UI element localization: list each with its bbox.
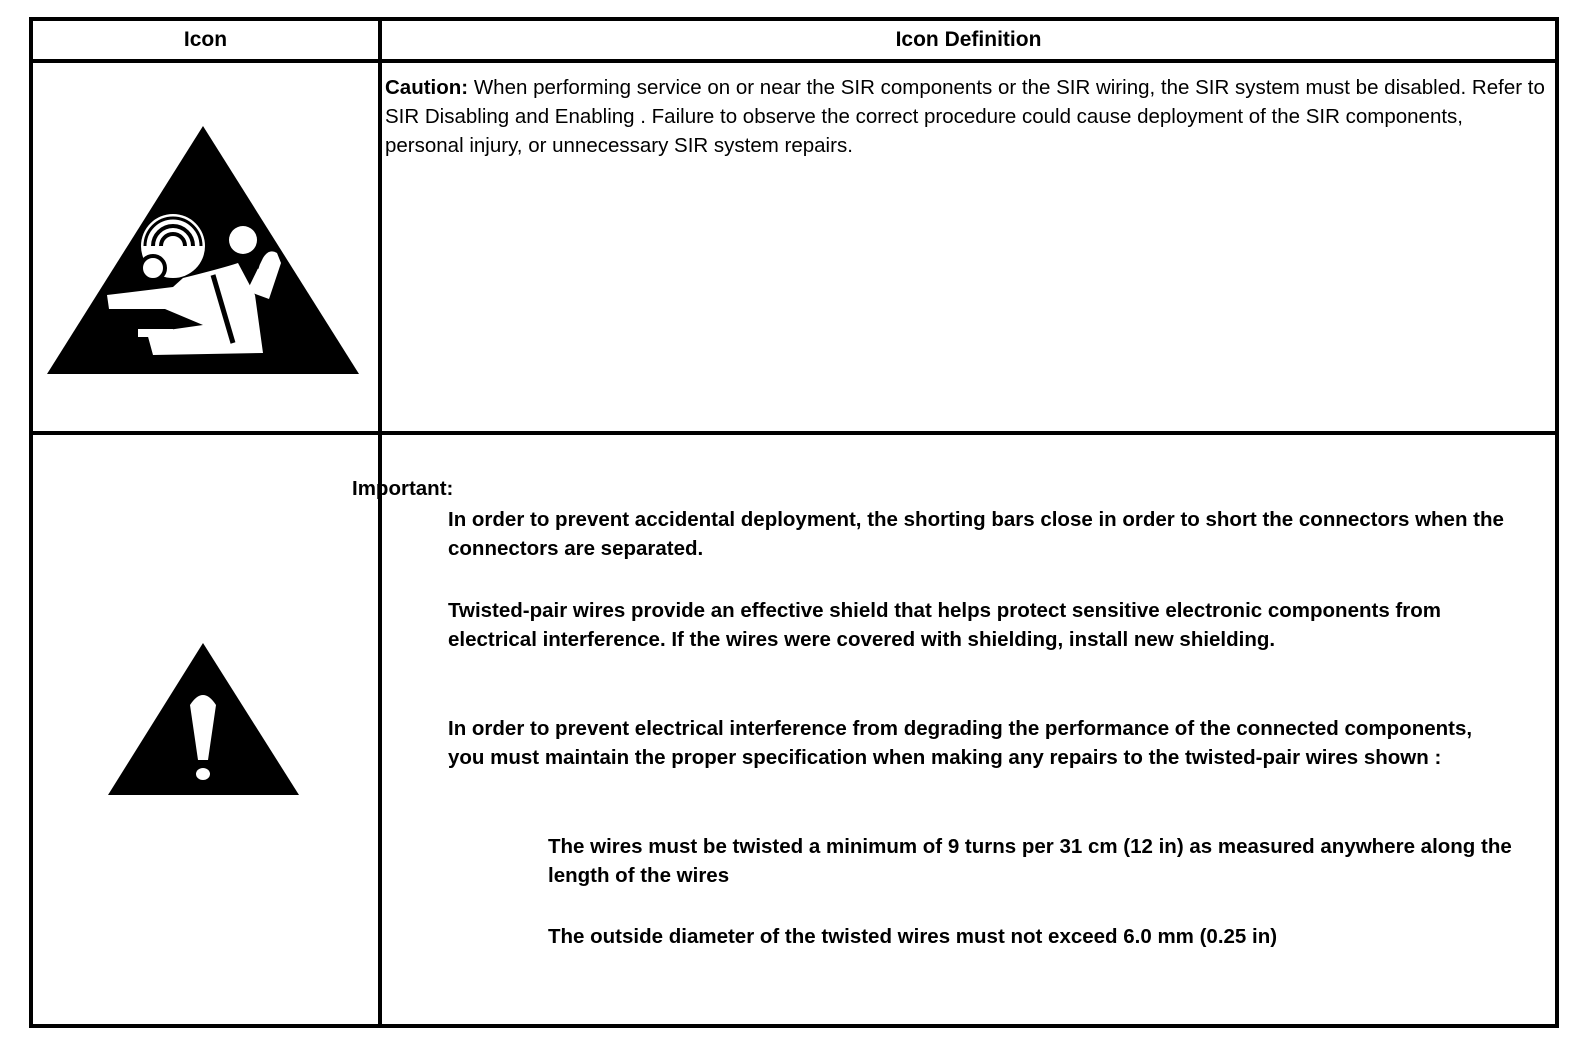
caution-text: When performing service on or near the SIR components or the SIR wiring, the SIR system must be disabled. Refer to SIR Disabling and Enabling . Failure to observe the correct procedure could cause deployment of the SIR components, personal injury, or unnecessary SIR system repairs. bbox=[385, 76, 1545, 157]
exclamation-warning-icon bbox=[33, 435, 378, 1025]
spec-item: The outside diameter of the twisted wires must not exceed 6.0 mm (0.25 in) bbox=[548, 925, 1278, 948]
row-2-icon-cell bbox=[33, 435, 378, 1024]
important-paragraph: In order to prevent accidental deployment, the shorting bars close in order to short the connectors when the connectors are separated. bbox=[448, 508, 1504, 560]
important-label: Important: bbox=[352, 477, 454, 500]
caution-label: Caution: bbox=[385, 76, 469, 99]
sir-airbag-caution-icon bbox=[33, 63, 378, 431]
spec-item: The wires must be twisted a minimum of 9 turns per 31 cm (12 in) as measured anywhere along the length of the wires bbox=[548, 835, 1512, 887]
column-divider bbox=[378, 21, 382, 1024]
important-paragraph: Twisted-pair wires provide an effective shield that helps protect sensitive electronic components from electrical interference. If the wires were covered with shielding, install new shielding. bbox=[448, 599, 1441, 651]
column-header-definition: Icon Definition bbox=[895, 28, 1042, 51]
important-paragraph: In order to prevent electrical interference from degrading the performance of the connected components, you must maintain the proper specification when making any repairs to the twisted-pair wires shown : bbox=[448, 717, 1473, 769]
column-header-icon: Icon bbox=[183, 28, 228, 51]
caution-definition bbox=[385, 73, 1547, 160]
row-1-icon-cell bbox=[33, 63, 378, 431]
